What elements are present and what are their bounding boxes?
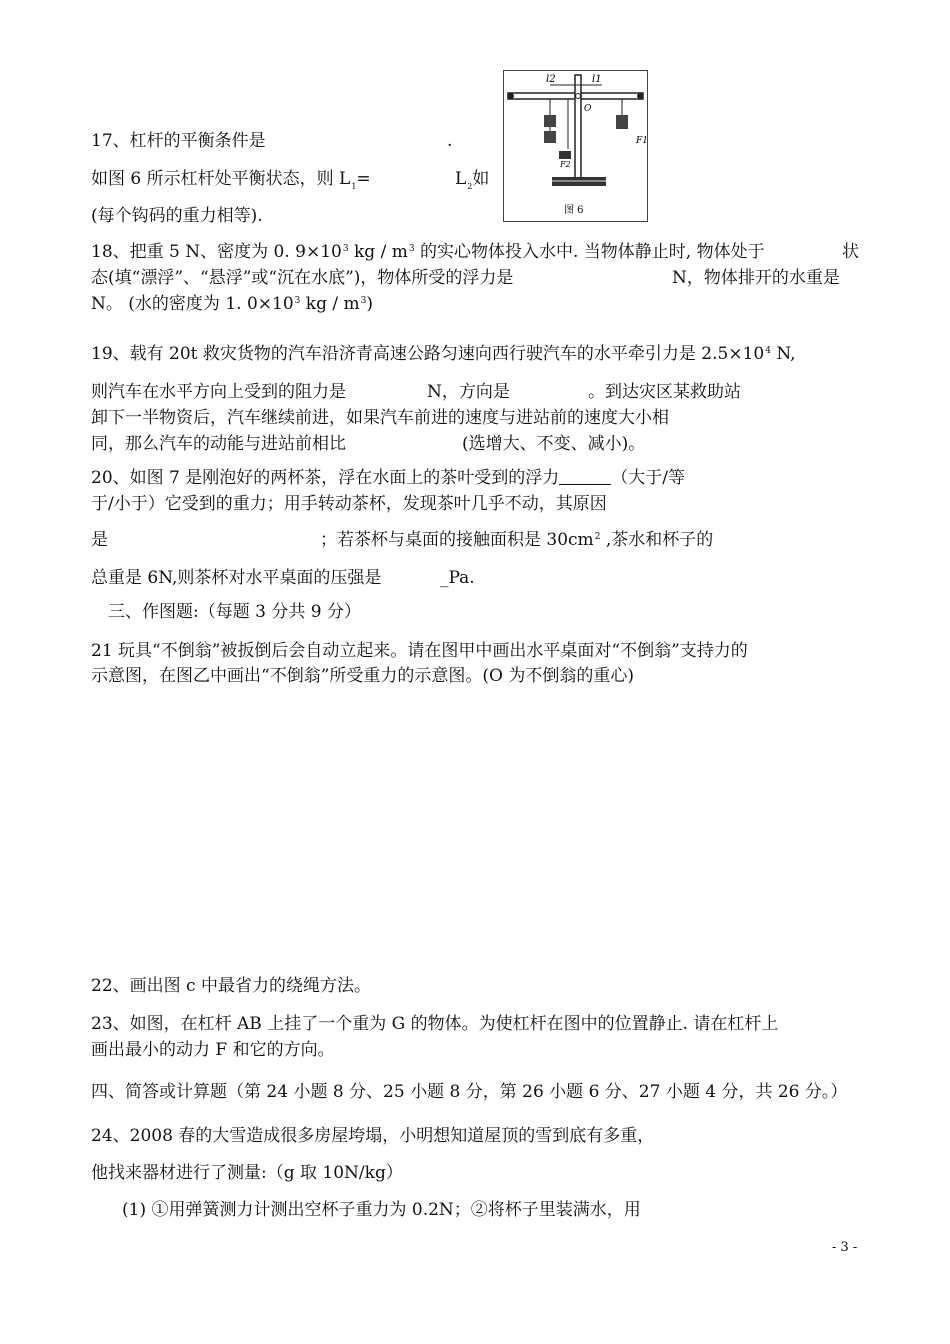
q24-line1: [91, 1125, 654, 1147]
q19-text-b: N,: [770, 344, 796, 364]
q17-dot: .: [447, 131, 453, 151]
q18-line2-b: N，物体排开的水重是: [672, 268, 840, 288]
q22-text: 22、画出图 c 中最省力的绕绳方法。: [91, 976, 371, 996]
q18-line3-a: N。 (水的密度为 1. 0×10: [91, 294, 294, 314]
page-number-text: - 3 -: [832, 1240, 858, 1255]
q20-line2-text: 于/小于）它受到的重力；用手转动茶杯，发现茶叶几乎不动，其原因: [91, 494, 607, 514]
q20-line4-a: 总重是 6N,则茶杯对水平桌面的压强是: [91, 568, 382, 588]
q17-sub2: 2: [467, 182, 473, 191]
q19-text-a: 19、载有 20t 救灾货物的汽车沿济青高速公路匀速向西行驶汽车的水平牵引力是 2.5×10: [91, 344, 765, 364]
q18-line3-c: ): [366, 294, 373, 314]
q17-l: L: [455, 169, 467, 189]
q17-line2-text: 如图 6 所示杠杆处平衡状态，则 L: [91, 169, 351, 189]
q17-period: [447, 130, 452, 152]
pivot-point: [576, 94, 581, 99]
q20-line3: [91, 529, 108, 551]
q21-line2-text: 示意图，在图乙中画出“不倒翁”所受重力的示意图。(O 为不倒翁的重心): [91, 666, 634, 686]
q20-line3-c: ,茶水和杯子的: [600, 530, 714, 550]
label-f2: F2: [560, 160, 571, 169]
q17-end: 如: [472, 169, 490, 189]
q17-line3: [91, 205, 263, 227]
q24-line3-text: (1) ①用弹簧测力计测出空杯子重力为 0.2N；②将杯子里装满水，用: [122, 1200, 641, 1220]
beam-right-end: [637, 93, 643, 99]
q24-line1-text: 24、2008 春的大雪造成很多房屋垮塌，小明想知道屋顶的雪到底有多重，: [91, 1126, 655, 1146]
q18-line1: [91, 241, 765, 266]
figure-6-lever: [503, 70, 648, 222]
q19-line4-right: [462, 433, 645, 455]
q19-line2-right: [588, 381, 741, 403]
q23-line1-text: 23、如图，在杠杆 AB 上挂了一个重为 G 的物体。为使杠杆在图中的位置静止. 请在杠杆上: [91, 1014, 779, 1034]
q20-line3-right: [320, 529, 713, 554]
right-weight: [616, 115, 628, 129]
q24-line2: [91, 1162, 403, 1184]
q20-line3-sup: 2: [594, 532, 601, 542]
q18-text-b: kg / m: [348, 242, 408, 262]
page-number: [832, 1240, 857, 1255]
q20-text-b: （大于/等: [611, 468, 685, 488]
q18-sup: 3: [342, 244, 349, 254]
q20-line2: [91, 493, 607, 515]
q18-text-c: 的实心物体投入水中. 当物体静止时, 物体处于: [414, 242, 765, 262]
lever-diagram: [504, 71, 649, 223]
section3-heading: [108, 601, 361, 623]
q19-sup: 4: [765, 346, 771, 356]
q19-line4: [91, 433, 346, 455]
q18-line2: [91, 267, 513, 289]
q20-line3-a: 是: [91, 530, 108, 550]
q21-line1-text: 21 玩具“不倒翁”被扳倒后会自动立起来。请在图甲中画出水平桌面对“不倒翁”支持力的: [91, 641, 748, 661]
q18-line3-b: kg / m: [300, 294, 360, 314]
spring-scale: [559, 151, 571, 159]
q19-line1: [91, 343, 796, 368]
q20-line4-right: [440, 567, 475, 589]
label-l2: l2: [546, 74, 556, 85]
q21-line2: [91, 665, 634, 687]
q19-line3-text: 卸下一半物资后，汽车继续前进，如果汽车前进的速度与进站前的速度大小相: [91, 408, 669, 428]
q23-line2-text: 画出最小的动力 F 和它的方向。: [91, 1040, 335, 1060]
q18-text-a: 18、把重 5 N、密度为 0. 9×10: [91, 242, 342, 262]
label-f1: F1: [636, 136, 648, 146]
lever-stand: [575, 75, 581, 179]
figure-caption: 图 6: [564, 205, 584, 216]
q23-line1: [91, 1013, 778, 1035]
label-l1: l1: [592, 74, 602, 85]
q19-line2-mid: [427, 381, 510, 403]
q20-line1: [91, 467, 685, 489]
q20-blank: [559, 468, 611, 485]
q18-line1-end: [842, 241, 859, 263]
q20-line4-b: _Pa.: [440, 568, 475, 588]
q22-line: [91, 975, 371, 997]
q23-line2: [91, 1039, 335, 1061]
q19-line3: [91, 407, 669, 429]
q18-line2-right: [672, 267, 840, 289]
q24-line3: [122, 1199, 641, 1221]
q18-line2-a: 态(填“漂浮”、“悬浮”或“沉在水底”)，物体所受的浮力是: [91, 268, 514, 288]
section4-text: 四、简答或计算题（第 24 小题 8 分、25 小题 8 分，第 26 小题 6 分、27 小题 4 分，共 26 分。）: [91, 1082, 848, 1102]
q19-line2-a: 则汽车在水平方向上受到的阻力是: [91, 382, 346, 402]
label-o: O: [584, 104, 592, 114]
q24-line2-text: 他找来器材进行了测量:（g 取 10N/kg）: [91, 1163, 403, 1183]
q20-line4: [91, 567, 381, 589]
q17-sub1: 1: [351, 182, 357, 191]
section4-heading: [91, 1081, 847, 1103]
q21-line1: [91, 640, 748, 662]
q18-line3-sup2: 3: [360, 296, 367, 306]
q18-sup2: 3: [408, 244, 415, 254]
q19-line2-c: 。到达灾区某救助站: [588, 382, 741, 402]
left-weight-1: [544, 115, 556, 127]
q20-line3-b: ；若茶杯与桌面的接触面积是 30cm: [320, 530, 594, 550]
q17-text: 17、杠杆的平衡条件是: [91, 131, 266, 151]
q17-line2-right: [455, 168, 489, 193]
left-weight-2: [544, 131, 556, 143]
q19-line2: [91, 381, 346, 403]
q18-line3: [91, 293, 373, 318]
q18-end: 状: [842, 242, 859, 262]
q19-line2-b: N，方向是: [427, 382, 510, 402]
section3-text: 三、作图题:（每题 3 分共 9 分）: [108, 602, 361, 622]
q19-line4-b: (选增大、不变、减小)。: [462, 434, 646, 454]
q17-eq: =: [356, 169, 371, 189]
q17-line2: [91, 168, 371, 193]
q18-line3-sup: 3: [294, 296, 301, 306]
q17-line3-text: (每个钩码的重力相等).: [91, 206, 263, 226]
q19-line4-a: 同，那么汽车的动能与进站前相比: [91, 434, 346, 454]
q20-text-a: 20、如图 7 是刚泡好的两杯茶，浮在水面上的茶叶受到的浮力: [91, 468, 560, 488]
beam-left-end: [508, 93, 514, 99]
q17-line1: [91, 130, 266, 152]
